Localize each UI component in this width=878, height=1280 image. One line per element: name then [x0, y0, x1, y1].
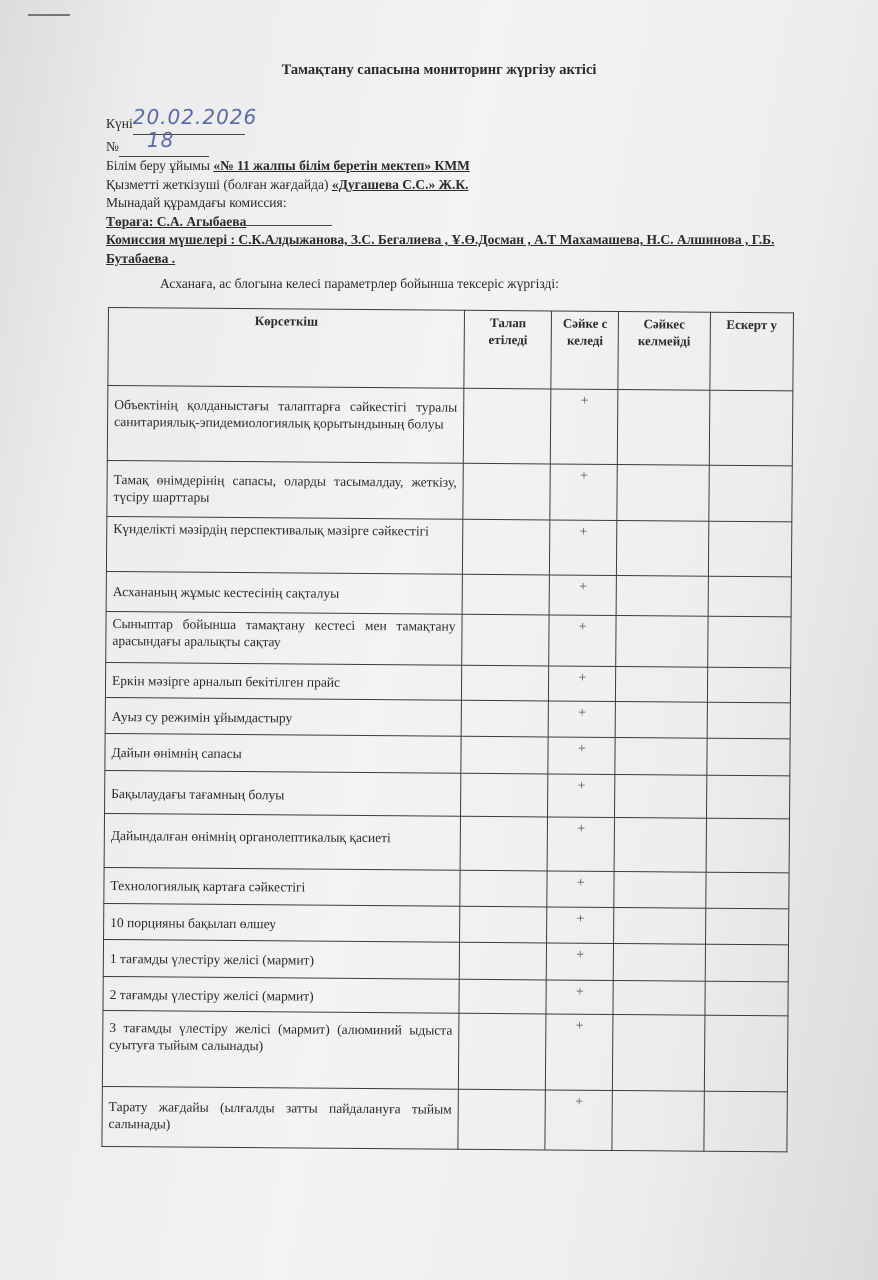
note-cell: [707, 738, 791, 776]
organization-line: [106, 157, 838, 176]
table-row: [106, 611, 791, 667]
indicator-cell: 10 порцияны бақылап өлшеу: [104, 903, 460, 942]
non-compliant-cell: [614, 817, 706, 872]
note-cell: [706, 818, 790, 873]
non-compliant-cell: [614, 907, 706, 944]
required-cell: [460, 816, 548, 871]
required-cell: [460, 870, 548, 907]
note-cell: [709, 390, 793, 466]
indicator-cell: 2 тағамды үлестіру желісі (мармит): [103, 976, 459, 1013]
table-row: [105, 662, 790, 702]
non-compliant-cell: [616, 576, 708, 617]
required-cell: [458, 1013, 546, 1090]
non-compliant-cell: [612, 1014, 704, 1091]
indicator-cell: Еркін мәзірге арналып бекітілген прайс: [105, 662, 461, 700]
note-cell: [704, 1015, 788, 1092]
indicator-cell: Дайын өнімнің сапасы: [105, 733, 461, 773]
table-row: [106, 516, 791, 576]
inspection-intro: Асханаға, ас блогына келесі параметрлер бойынша тексеріс жүргізді:: [160, 276, 559, 291]
required-cell: [461, 773, 549, 817]
commission-members: Комиссия мүшелері : С.К.Алдыжанова, З.С. Бегалиева , Ұ.Ө.Досман , А.Т Махамашева, Н.С. Алшинова , Г.Б. Бутабаева .: [106, 232, 775, 266]
number-line: [106, 127, 838, 158]
indicator-cell: Ауыз су режимін ұйымдастыру: [105, 697, 461, 736]
date-label: Күні: [106, 116, 133, 131]
table-row: [104, 813, 789, 872]
required-cell: [461, 665, 549, 701]
note-cell: [708, 576, 792, 617]
indicator-cell: Технологиялық картаға сәйкестігі: [104, 867, 460, 906]
table-row: [105, 733, 790, 775]
non-compliant-cell: [613, 943, 705, 981]
required-cell: [460, 906, 548, 943]
number-label: №: [106, 138, 119, 154]
table-row: [102, 1010, 788, 1091]
table-row: [107, 386, 793, 466]
compliant-mark: +: [546, 1014, 613, 1091]
table-row: [104, 867, 789, 908]
table-row: [103, 976, 788, 1015]
chair-line: [106, 213, 838, 232]
compliant-mark: +: [545, 1090, 612, 1151]
note-cell: [705, 908, 789, 945]
non-compliant-cell: [614, 871, 706, 908]
required-cell: [461, 700, 549, 737]
header-required: Талап етіледі: [464, 310, 552, 389]
non-compliant-cell: [615, 701, 707, 738]
non-compliant-cell: [615, 737, 707, 775]
compliant-mark: +: [549, 666, 616, 702]
required-cell: [462, 614, 550, 666]
table-header-row: [108, 308, 794, 391]
commission-intro: Мынадай құрамдағы комиссия:: [106, 195, 287, 210]
required-cell: [459, 979, 547, 1014]
compliant-mark: +: [548, 774, 615, 818]
indicator-cell: 1 тағамды үлестіру желісі (мармит): [103, 939, 459, 979]
compliant-mark: +: [547, 871, 614, 908]
chair-value: Төраға: С.А. Агыбаева: [106, 213, 247, 229]
non-compliant-cell: [612, 1090, 704, 1151]
note-cell: [705, 981, 789, 1016]
non-compliant-cell: [615, 774, 707, 818]
indicator-cell: Бақылаудағы тағамның болуы: [105, 770, 461, 816]
required-cell: [462, 519, 550, 575]
indicator-cell: Сыныптар бойынша тамақтану кестесі мен тамақтану арасындағы аралықты сақтау: [106, 611, 462, 665]
note-cell: [704, 1091, 788, 1152]
non-compliant-cell: [613, 980, 705, 1015]
compliant-mark: +: [550, 464, 617, 521]
note-cell: [706, 775, 790, 819]
indicator-cell: Күнделікті мәзірдің перспективалық мәзірге сәйкестігі: [106, 516, 462, 574]
compliant-mark: +: [550, 520, 617, 576]
header-non-compliant: Сәйкес келмейді: [618, 312, 710, 391]
note-cell: [709, 465, 793, 522]
required-cell: [458, 1089, 546, 1150]
indicator-cell: 3 тағамды үлестіру желісі (мармит) (алюминий ыдыста суытуға тыйым салынады): [102, 1010, 459, 1089]
compliant-mark: +: [551, 389, 618, 465]
non-compliant-cell: [617, 390, 709, 466]
required-cell: [459, 942, 547, 980]
compliant-mark: +: [548, 817, 615, 872]
non-compliant-cell: [616, 666, 708, 702]
document-title: Тамақтану сапасына мониторинг жүргізу актісі: [281, 62, 597, 78]
supplier-label: Қызметті жеткізуші (болған жағдайда): [106, 176, 329, 192]
table-row: [104, 903, 789, 944]
header-compliant: Сәйке с келеді: [551, 311, 618, 390]
note-cell: [707, 702, 791, 739]
compliant-mark: +: [549, 615, 616, 667]
organization-value: «№ 11 жалпы білім беретін мектеп» КММ: [213, 158, 470, 173]
supplier-line: [106, 176, 838, 195]
compliant-mark: +: [547, 907, 614, 944]
compliant-mark: +: [548, 737, 615, 775]
required-cell: [462, 574, 550, 615]
table-row: [105, 697, 790, 738]
note-cell: [705, 944, 789, 982]
header-indicator: Көрсеткіш: [108, 308, 465, 389]
non-compliant-cell: [616, 616, 708, 668]
indicator-cell: Дайындалған өнімнің органолептикалық қасиеті: [104, 813, 460, 870]
table-row: [103, 939, 788, 981]
compliant-mark: +: [547, 943, 614, 981]
table-row: [105, 770, 790, 818]
compliant-mark: +: [546, 980, 613, 1015]
note-cell: [707, 667, 791, 703]
required-cell: [463, 463, 551, 520]
header-note: Ескерт у: [710, 312, 794, 391]
number-value: 18: [146, 127, 175, 152]
note-cell: [708, 521, 792, 577]
compliant-mark: +: [549, 701, 616, 738]
organization-label: Білім беру ұйымы: [106, 158, 210, 173]
date-line: [106, 105, 838, 135]
note-cell: [707, 616, 791, 668]
table-row: [102, 1086, 787, 1151]
required-cell: [461, 736, 549, 774]
required-cell: [463, 388, 551, 464]
supplier-value: «Дугашева С.С.» Ж.К.: [331, 176, 469, 192]
non-compliant-cell: [617, 521, 709, 577]
indicator-cell: Объектінің қолданыстағы талаптарға сәйкестігі туралы санитариялық-эпидемиологиялық қорытындының болуы: [107, 386, 464, 464]
indicator-cell: Асхананың жұмыс кестесінің сақталуы: [106, 571, 462, 614]
inspection-table: [101, 307, 794, 1152]
corner-mark: [28, 14, 70, 16]
table-row: [107, 460, 792, 521]
compliant-mark: +: [550, 575, 617, 616]
non-compliant-cell: [617, 465, 709, 522]
indicator-cell: Тарату жағдайы (ылғалды затты пайдалануға тыйым салынады): [102, 1086, 458, 1149]
note-cell: [705, 872, 789, 909]
date-value: 20.02.2026: [132, 105, 258, 129]
header-block: [106, 105, 838, 268]
indicator-cell: Тамақ өнімдерінің сапасы, оларды тасымалдау, жеткізу, түсіру шарттары: [107, 460, 463, 519]
table-row: [106, 571, 791, 616]
